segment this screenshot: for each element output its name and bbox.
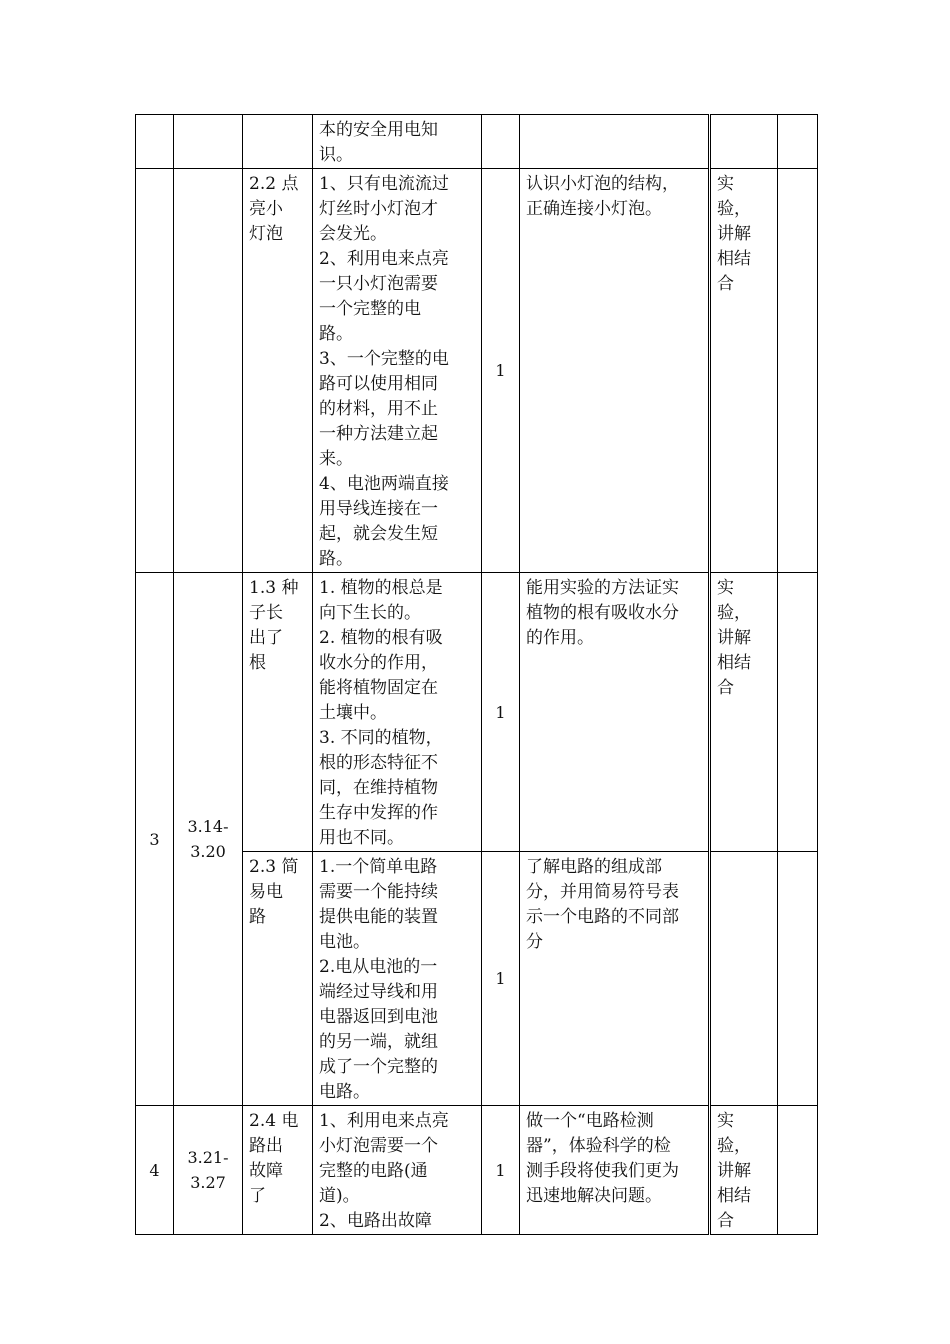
lesson-cell (243, 115, 313, 169)
hours-cell: 1 (482, 1106, 520, 1235)
hours-cell: 1 (482, 852, 520, 1106)
date-cell (174, 169, 243, 573)
week-cell (136, 115, 174, 169)
objective-cell: 了解电路的组成部 分，并用简易符号表 示一个电路的不同部 分 (520, 852, 710, 1106)
content-cell: 1. 植物的根总是 向下生长的。 2. 植物的根有吸 收水分的作用， 能将植物固定在 土壤中。 3. 不同的植物， 根的形态特征不 同，在维持植物 生存中发挥的作 用也不同。 (313, 573, 482, 852)
objective-cell (520, 115, 710, 169)
week-cell: 3 (136, 573, 174, 1106)
content-cell: 1、利用电来点亮 小灯泡需要一个 完整的电路(通 道)。 2、电路出故障 (313, 1106, 482, 1235)
table-row (136, 169, 818, 573)
week-cell: 4 (136, 1106, 174, 1235)
hours-cell: 1 (482, 169, 520, 573)
content-cell: 本的安全用电知 识。 (313, 115, 482, 169)
date-cell: 3.14- 3.20 (174, 573, 243, 1106)
objective-cell: 认识小灯泡的结构， 正确连接小灯泡。 (520, 169, 710, 573)
week-cell (136, 169, 174, 573)
lesson-cell: 2.2 点 亮小 灯泡 (243, 169, 313, 573)
content-cell: 1.一个简单电路 需要一个能持续 提供电能的装置 电池。 2.电从电池的一 端经过导线和用 电器返回到电池 的另一端，就组 成了一个完整的 电路。 (313, 852, 482, 1106)
lesson-cell: 2.4 电 路出 故障 了 (243, 1106, 313, 1235)
date-cell (174, 115, 243, 169)
hours-cell: 1 (482, 573, 520, 852)
lesson-cell: 2.3 简 易电 路 (243, 852, 313, 1106)
note-cell (778, 852, 818, 1106)
note-cell (778, 1106, 818, 1235)
objective-cell: 能用实验的方法证实 植物的根有吸收水分 的作用。 (520, 573, 710, 852)
content-cell: 1、只有电流流过 灯丝时小灯泡才 会发光。 2、利用电来点亮 一只小灯泡需要 一个完整的电 路。 3、一个完整的电 路可以使用相同 的材料，用不止 一种方法建立起 来。 4、电池两端直接 用导线连接在一 起，就会发生短 路。 (313, 169, 482, 573)
method-cell: 实 验， 讲解 相结 合 (710, 1106, 778, 1235)
teaching-plan-table (135, 114, 818, 1235)
hours-cell (482, 115, 520, 169)
table-row (136, 115, 818, 169)
table-row (136, 1106, 818, 1235)
method-cell: 实 验， 讲解 相结 合 (710, 573, 778, 852)
method-cell (710, 115, 778, 169)
table-row (136, 573, 818, 852)
note-cell (778, 573, 818, 852)
lesson-cell: 1.3 种 子长 出了 根 (243, 573, 313, 852)
date-cell: 3.21- 3.27 (174, 1106, 243, 1235)
method-cell (710, 852, 778, 1106)
method-cell: 实 验， 讲解 相结 合 (710, 169, 778, 573)
note-cell (778, 115, 818, 169)
note-cell (778, 169, 818, 573)
objective-cell: 做一个“电路检测 器”，体验科学的检 测手段将使我们更为 迅速地解决问题。 (520, 1106, 710, 1235)
